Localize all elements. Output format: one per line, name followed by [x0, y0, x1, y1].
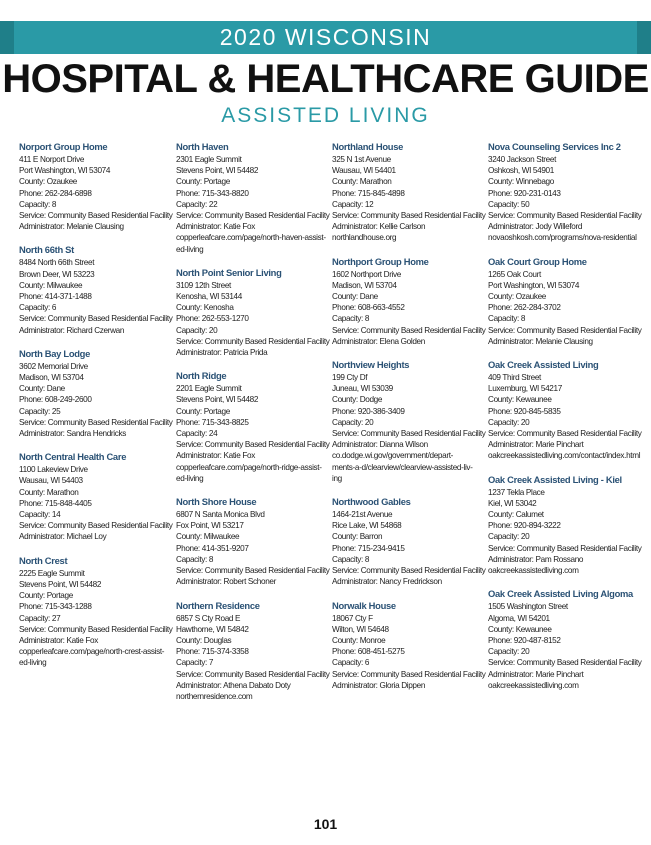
listing-line: co.dodge.wi.gov/government/depart- [332, 451, 453, 461]
listing-capacity: Capacity: 8 [332, 314, 370, 324]
listing-line: 1464-21st Avenue [332, 510, 393, 520]
listing-name: Norwalk House [332, 599, 396, 611]
listing-line: Oshkosh, WI 54901 [488, 166, 554, 176]
listing-capacity: Capacity: 20 [176, 325, 218, 335]
listing-administrator: Administrator: Robert Schoner [176, 577, 276, 587]
listing-administrator: Administrator: Katie Fox [19, 635, 98, 645]
listing-county: County: Portage [176, 406, 230, 416]
listing-line: ed-living [19, 658, 47, 668]
listing-line: 2201 Eagle Summit [176, 384, 242, 394]
listing-line: 1602 Northport Drive [332, 269, 401, 279]
listing-administrator: Administrator: Michael Loy [19, 532, 107, 542]
listing-administrator: Administrator: Athena Dabato Doty [176, 680, 291, 690]
listing-service: Service: Community Based Residential Facility [176, 566, 330, 576]
listing-phone: Phone: 608-451-5275 [332, 647, 405, 657]
listing-entry [488, 141, 642, 244]
listing-phone: Phone: 262-284-6898 [19, 188, 92, 198]
listing-entry [332, 496, 486, 587]
listing-administrator: Administrator: Gloria Dippen [332, 680, 426, 690]
listing-name: Northview Heights [332, 359, 410, 371]
listing-line: novaoshkosh.com/programs/nova-residential [488, 233, 637, 243]
listing-phone: Phone: 715-374-3358 [176, 647, 249, 657]
listing-line: Algoma, WI 54201 [488, 613, 550, 623]
listing-service: Service: Community Based Residential Facility [176, 440, 330, 450]
listing-county: County: Winnebago [488, 177, 554, 187]
listing-line: Kenosha, WI 53144 [176, 292, 242, 302]
listing-name: North Point Senior Living [176, 266, 282, 278]
listing-capacity: Capacity: 8 [488, 314, 526, 324]
listing-line: Stevens Point, WI 54482 [19, 579, 102, 589]
page-title: HOSPITAL & HEALTHCARE GUIDE [2, 57, 649, 101]
listing-line: Madison, WI 53704 [332, 280, 397, 290]
listing-phone: Phone: 608-249-2600 [19, 395, 92, 405]
listing-line: northlandhouse.org [332, 233, 397, 243]
listing-line: 3109 12th Street [176, 280, 231, 290]
column-3 [332, 141, 486, 703]
listing-line: Rice Lake, WI 54868 [332, 521, 402, 531]
listing-name: North Central Health Care [19, 451, 127, 463]
listing-county: County: Dane [332, 292, 378, 302]
column-1 [19, 141, 173, 681]
listing-phone: Phone: 715-845-4898 [332, 188, 405, 198]
listing-name: North Haven [176, 141, 229, 152]
listing-name: Oak Creek Assisted Living [488, 359, 599, 371]
listing-administrator: Administrator: Dianna Wilson [332, 440, 428, 450]
listing-line: 2225 Eagle Summit [19, 568, 85, 578]
listing-capacity: Capacity: 25 [19, 406, 61, 416]
listing-line: 199 Cty Df [332, 373, 368, 383]
listing-county: County: Barron [332, 532, 383, 542]
listing-administrator: Administrator: Melanie Clausing [19, 222, 124, 232]
listing-county: County: Marathon [332, 177, 392, 187]
listing-line: 1265 Oak Court [488, 269, 541, 279]
listing-capacity: Capacity: 24 [176, 429, 218, 439]
listing-administrator: Administrator: Patricia Prida [176, 348, 268, 358]
listing-capacity: Capacity: 8 [19, 199, 57, 209]
listing-entry [19, 347, 173, 439]
listing-phone: Phone: 920-845-5835 [488, 406, 561, 416]
listing-line: 409 Third Street [488, 373, 541, 383]
listing-line: Port Washington, WI 53074 [488, 280, 580, 290]
listing-entry [332, 599, 486, 691]
listing-name: Norport Group Home [19, 141, 108, 152]
listing-entry [176, 370, 330, 484]
listing-service: Service: Community Based Residential Facility [176, 669, 330, 679]
listing-entry [19, 451, 173, 542]
listing-line: oakcreekassistedliving.com [488, 680, 579, 690]
listing-line: 3240 Jackson Street [488, 155, 556, 164]
listing-service: Service: Community Based Residential Facility [488, 429, 642, 439]
listing-administrator: Administrator: Pam Rossano [488, 554, 584, 564]
listing-capacity: Capacity: 22 [176, 199, 218, 209]
listing-administrator: Administrator: Sandra Hendricks [19, 429, 127, 439]
listing-line: northernresidence.com [176, 691, 253, 701]
page-number: 101 [313, 816, 338, 832]
listing-county: County: Kewaunee [488, 395, 552, 405]
listing-phone: Phone: 920-386-3409 [332, 406, 405, 416]
listing-line: Hawthorne, WI 54842 [176, 624, 249, 634]
listing-entry [176, 141, 330, 255]
listing-line: Port Washington, WI 53074 [19, 166, 111, 176]
listing-county: County: Dodge [332, 395, 383, 405]
listing-phone: Phone: 715-343-8820 [176, 188, 249, 198]
listing-line: 8484 North 66th Street [19, 258, 95, 268]
listing-capacity: Capacity: 12 [332, 199, 374, 209]
listing-service: Service: Community Based Residential Facility [488, 325, 642, 335]
listing-capacity: Capacity: 8 [332, 554, 370, 564]
listing-name: North Ridge [176, 370, 227, 382]
listing-service: Service: Community Based Residential Facility [19, 211, 173, 221]
listing-capacity: Capacity: 6 [19, 303, 57, 313]
listing-county: County: Marathon [19, 487, 79, 497]
listing-county: County: Milwaukee [176, 532, 240, 542]
listing-service: Service: Community Based Residential Facility [176, 211, 330, 221]
listing-line: 3602 Memorial Drive [19, 361, 88, 371]
listing-name: Northern Residence [176, 599, 260, 611]
listing-entry [332, 359, 486, 484]
listing-county: County: Douglas [176, 635, 232, 645]
listing-service: Service: Community Based Residential Facility [332, 566, 486, 576]
column-4 [488, 141, 642, 703]
listing-service: Service: Community Based Residential Facility [19, 624, 173, 634]
listing-name: Northport Group Home [332, 255, 429, 267]
listing-line: copperleafcare.com/page/north-haven-assist- [176, 233, 326, 243]
listing-line: Wausau, WI 54403 [19, 476, 83, 486]
listing-name: North Crest [19, 554, 68, 566]
listing-line: Madison, WI 53704 [19, 373, 84, 383]
listing-administrator: Administrator: Nancy Fredrickson [332, 577, 442, 587]
listing-county: County: Kewaunee [488, 624, 552, 634]
listing-phone: Phone: 262-284-3702 [488, 303, 561, 313]
listing-line: Luxemburg, WI 54217 [488, 384, 562, 394]
listing-line: Fox Point, WI 53217 [176, 521, 244, 531]
listing-service: Service: Community Based Residential Facility [332, 669, 486, 679]
listing-phone: Phone: 715-343-8825 [176, 417, 249, 427]
listing-administrator: Administrator: Katie Fox [176, 451, 255, 461]
listing-capacity: Capacity: 20 [332, 417, 374, 427]
listing-administrator: Administrator: Katie Fox [176, 222, 255, 232]
listing-line: Wilton, WI 54648 [332, 624, 389, 634]
listing-name: Oak Court Group Home [488, 255, 587, 267]
listing-entry [332, 141, 486, 244]
listing-service: Service: Community Based Residential Facility [176, 336, 330, 346]
listing-administrator: Administrator: Melanie Clausing [488, 336, 593, 346]
listing-name: Northwood Gables [332, 496, 411, 508]
listing-name: Northland House [332, 141, 404, 152]
listing-line: Stevens Point, WI 54482 [176, 166, 259, 176]
listing-entry [176, 266, 330, 358]
listing-county: County: Milwaukee [19, 280, 83, 290]
listing-phone: Phone: 715-343-1288 [19, 602, 92, 612]
listing-service: Service: Community Based Residential Facility [332, 325, 486, 335]
listing-administrator: Administrator: Marie Pinchart [488, 440, 584, 450]
listing-administrator: Administrator: Elena Golden [332, 336, 425, 346]
listing-line: 411 E Norport Drive [19, 155, 85, 164]
listing-line: 6807 N Santa Monica Blvd [176, 510, 265, 520]
listing-line: ing [332, 473, 342, 483]
listing-entry [332, 255, 486, 347]
listing-name: North Bay Lodge [19, 347, 91, 359]
listing-line: 1100 Lakeview Drive [19, 465, 88, 475]
listing-capacity: Capacity: 20 [488, 647, 530, 657]
listing-phone: Phone: 262-553-1270 [176, 314, 249, 324]
listing-entry [176, 496, 330, 587]
listing-name: Oak Creek Assisted Living Algoma [488, 588, 633, 600]
listing-phone: Phone: 715-234-9415 [332, 543, 405, 553]
listing-line: 325 N 1st Avenue [332, 155, 391, 164]
listing-line: copperleafcare.com/page/north-ridge-assist- [176, 462, 322, 472]
listing-entry [176, 599, 330, 703]
listing-capacity: Capacity: 6 [332, 658, 370, 668]
listing-phone: Phone: 920-487-8152 [488, 635, 561, 645]
listing-county: County: Calumet [488, 510, 544, 520]
listing-service: Service: Community Based Residential Facility [488, 543, 642, 553]
listing-county: County: Ozaukee [488, 292, 547, 302]
listing-county: County: Dane [19, 384, 65, 394]
listing-name: North 66th St [19, 244, 74, 256]
listing-entry [19, 244, 173, 335]
listing-line: ed-living [176, 244, 204, 254]
listing-entry [488, 473, 642, 577]
listing-line: ments-a-d/clearview/clearview-assisted-liv- [332, 462, 473, 472]
listing-county: County: Kenosha [176, 303, 234, 313]
listing-administrator: Administrator: Marie Pinchart [488, 669, 584, 679]
listing-line: Stevens Point, WI 54482 [176, 395, 259, 405]
listing-administrator: Administrator: Kellie Carlson [332, 222, 426, 232]
listing-line: 2301 Eagle Summit [176, 155, 242, 164]
listing-administrator: Administrator: Jody Willeford [488, 222, 583, 232]
listing-line: ed-living [176, 473, 204, 483]
section-title: ASSISTED LIVING [221, 104, 430, 127]
header-banner [0, 21, 651, 54]
listing-entry [488, 359, 642, 462]
banner-text: 2020 WISCONSIN [219, 24, 432, 50]
listing-line: Juneau, WI 53039 [332, 384, 393, 394]
listing-service: Service: Community Based Residential Facility [19, 417, 173, 427]
listing-entry [488, 588, 642, 691]
listing-administrator: Administrator: Richard Czerwan [19, 325, 125, 335]
listing-phone: Phone: 920-231-0143 [488, 188, 561, 198]
listing-capacity: Capacity: 27 [19, 613, 61, 623]
listing-capacity: Capacity: 50 [488, 199, 530, 209]
listing-service: Service: Community Based Residential Facility [19, 314, 173, 324]
listing-line: copperleafcare.com/page/north-crest-assist- [19, 647, 165, 657]
listing-county: County: Portage [176, 177, 230, 187]
listing-line: Wausau, WI 54401 [332, 166, 396, 176]
listing-phone: Phone: 414-351-9207 [176, 543, 249, 553]
listing-county: County: Portage [19, 591, 73, 601]
listing-capacity: Capacity: 20 [488, 417, 530, 427]
listing-phone: Phone: 414-371-1488 [19, 292, 92, 302]
listing-line: 18067 Cty F [332, 613, 373, 623]
listing-phone: Phone: 608-663-4552 [332, 303, 405, 313]
listing-name: Nova Counseling Services Inc 2 [488, 141, 621, 152]
listing-service: Service: Community Based Residential Facility [488, 211, 642, 221]
listing-county: County: Monroe [332, 635, 386, 645]
listing-service: Service: Community Based Residential Facility [332, 429, 486, 439]
listing-entry [488, 255, 642, 347]
listing-line: 6857 S Cty Road E [176, 613, 241, 623]
listing-service: Service: Community Based Residential Facility [488, 658, 642, 668]
listing-entry [19, 141, 173, 232]
listing-entry [19, 554, 173, 669]
listing-line: oakcreekassistedliving.com/contact/index.html [488, 451, 641, 461]
column-2 [176, 141, 330, 714]
listing-phone: Phone: 715-848-4405 [19, 498, 92, 508]
listing-capacity: Capacity: 20 [488, 532, 530, 542]
listing-line: oakcreekassistedliving.com [488, 566, 579, 576]
listing-service: Service: Community Based Residential Facility [19, 521, 173, 531]
listing-line: 1237 Tekla Place [488, 487, 545, 497]
listing-line: 1505 Washington Street [488, 602, 568, 612]
listing-county: County: Ozaukee [19, 177, 78, 187]
listing-service: Service: Community Based Residential Facility [332, 211, 486, 221]
listing-capacity: Capacity: 14 [19, 510, 61, 520]
listing-name: Oak Creek Assisted Living - Kiel [488, 473, 622, 485]
listing-line: Kiel, WI 53042 [488, 498, 537, 508]
listing-phone: Phone: 920-894-3222 [488, 521, 561, 531]
listing-name: North Shore House [176, 496, 257, 508]
listing-line: Brown Deer, WI 53223 [19, 269, 95, 279]
listing-capacity: Capacity: 8 [176, 554, 214, 564]
listing-capacity: Capacity: 7 [176, 658, 214, 668]
